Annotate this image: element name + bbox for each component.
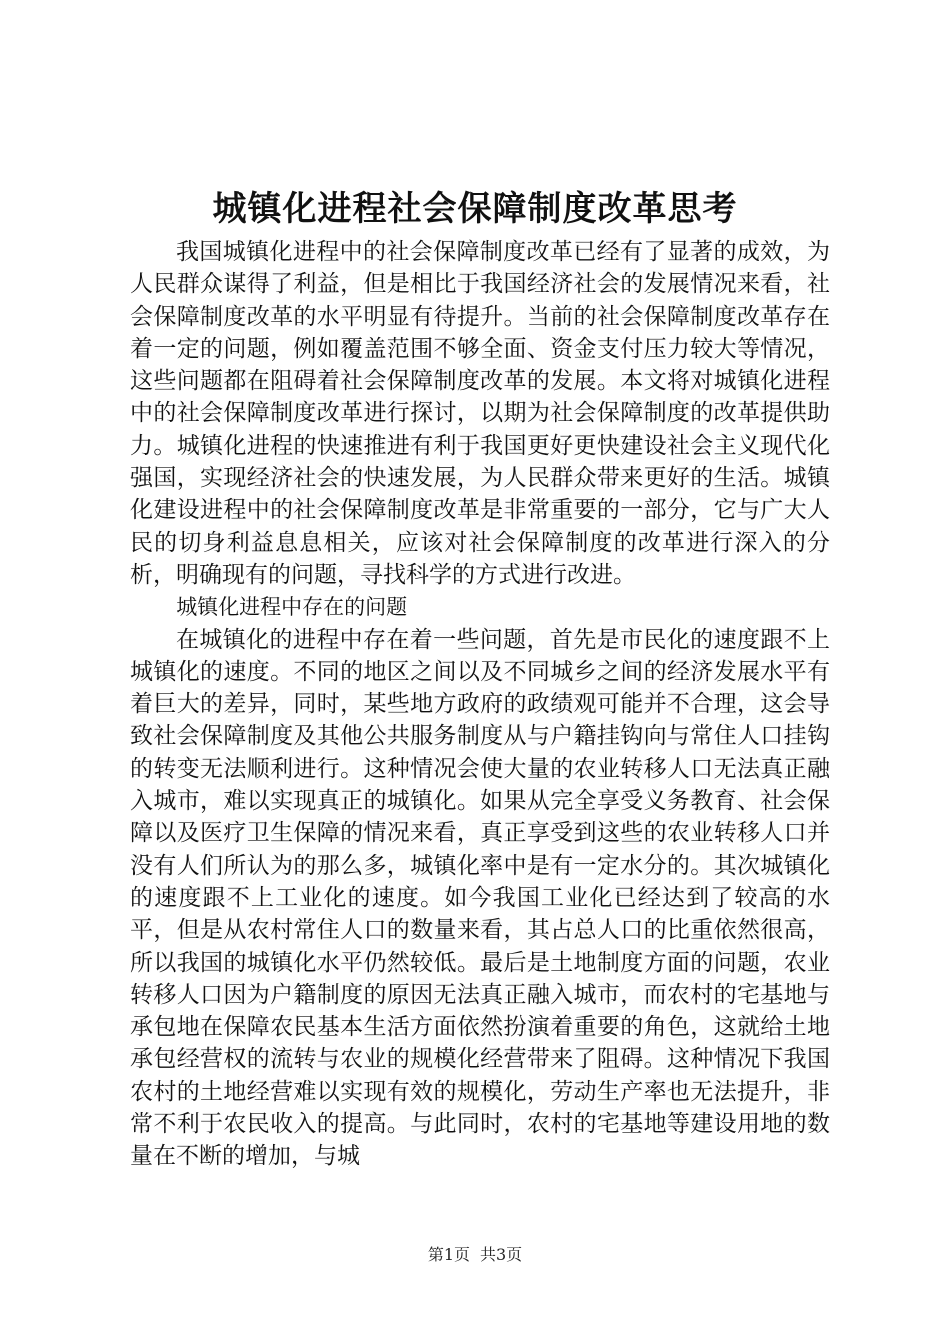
intro-paragraph: 我国城镇化进程中的社会保障制度改革已经有了显著的成效，为人民群众谋得了利益，但是相比于我国经济社会的发展情况来看，社会保障制度改革的水平明显有待提升。当前的社会保障制度改革存在着一定的问题，例如覆盖范围不够全面、资金支付压力较大等情况，这些问题都在阻碍着社会保障制度改革的发展。本文将对城镇化进程中的社会保障制度改革进行探讨，以期为社会保障制度的改革提供助力。城镇化进程的快速推进有利于我国更好更快建设社会主义现代化强国，实现经济社会的快速发展，为人民群众带来更好的生活。城镇化建设进程中的社会保障制度改革是非常重要的一部分，它与广大人民的切身利益息息相关，应该对社会保障制度的改革进行深入的分析，明确现有的问题，寻找科学的方式进行改进。 — [130, 239, 830, 588]
page-footer — [0, 1244, 950, 1266]
section-paragraph: 在城镇化的进程中存在着一些问题，首先是市民化的速度跟不上城镇化的速度。不同的地区之间以及不同城乡之间的经济发展水平有着巨大的差异，同时，某些地方政府的政绩观可能并不合理，这会导致社会保障制度及其他公共服务制度从与户籍挂钩向与常住人口挂钩的转变无法顺利进行。这种情况会使大量的农业转移人口无法真正融入城市，难以实现真正的城镇化。如果从完全享受义务教育、社会保障以及医疗卫生保障的情况来看，真正享受到这些的农业转移人口并没有人们所认为的那么多，城镇化率中是有一定水分的。其次城镇化的速度跟不上工业化的速度。如今我国工业化已经达到了较高的水平，但是从农村常住人口的数量来看，其占总人口的比重依然很高，所以我国的城镇化水平仍然较低。最后是土地制度方面的问题，农业转移人口因为户籍制度的原因无法真正融入城市，而农村的宅基地与承包地在保障农民基本生活方面依然扮演着重要的角色，这就给土地承包经营权的流转与农业的规模化经营带来了阻碍。这种情况下我国农村的土地经营难以实现有效的规模化，劳动生产率也无法提升，非常不利于农民收入的提高。与此同时，农村的宅基地等建设用地的数量在不断的增加，与城 — [130, 626, 830, 1170]
section-heading: 城镇化进程中存在的问题 — [176, 595, 408, 620]
document-body — [130, 236, 830, 1173]
page-total: 共3页 — [480, 1245, 523, 1264]
document-title: 城镇化进程社会保障制度改革思考 — [212, 189, 738, 229]
page-number: 第1页 — [427, 1245, 470, 1264]
